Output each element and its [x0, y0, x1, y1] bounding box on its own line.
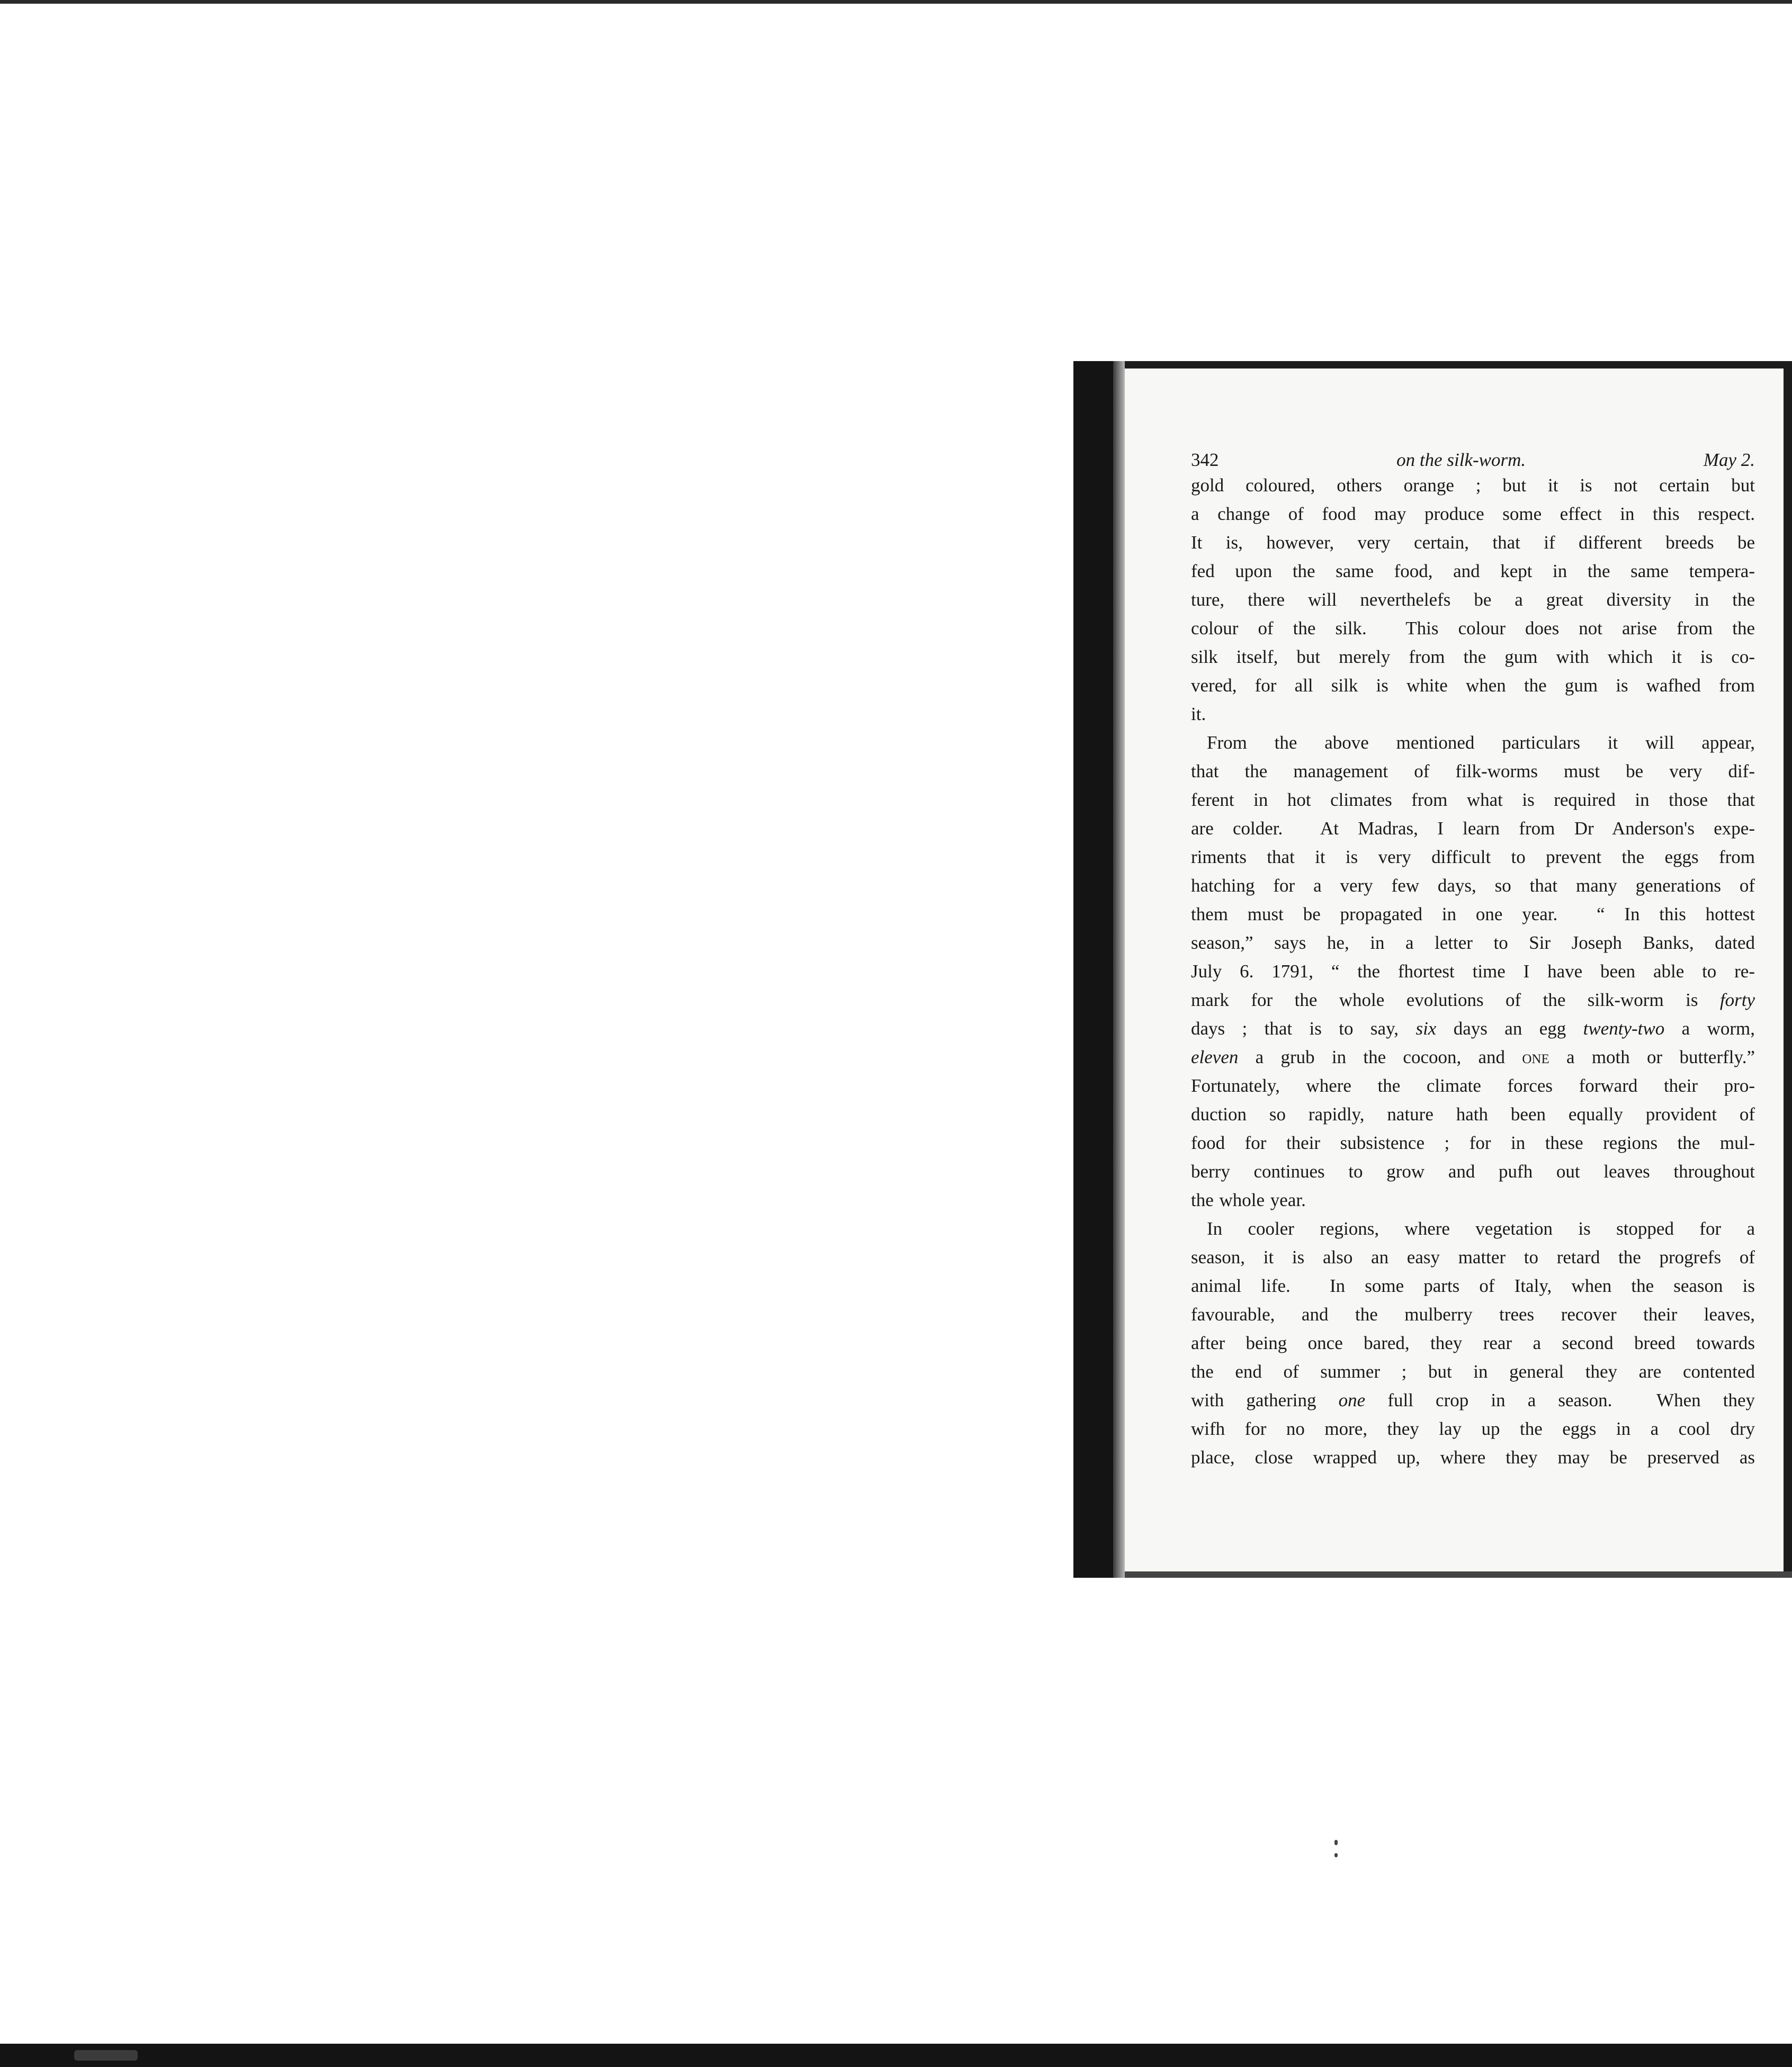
scan-top-edge	[0, 0, 1792, 4]
text-segment: it.	[1191, 704, 1206, 724]
text-segment: fed upon the same food, and kept in the same tempera-	[1191, 561, 1755, 581]
text-line	[1191, 1300, 1755, 1329]
text-segment: with gathering	[1191, 1390, 1339, 1410]
text-segment: wifh for no more, they lay up the eggs in a cool dry	[1191, 1418, 1755, 1439]
text-segment: a change of food may produce some effect in this respect.	[1191, 504, 1755, 524]
text-line	[1191, 757, 1755, 786]
page-text	[1191, 449, 1755, 1472]
text-line	[1191, 614, 1755, 643]
text-segment: season, it is also an easy matter to retard the progrefs of	[1191, 1247, 1755, 1268]
text-line	[1191, 1272, 1755, 1300]
text-segment: the whole year.	[1191, 1190, 1306, 1210]
scan-speck	[1334, 1853, 1338, 1857]
text-line	[1191, 1157, 1755, 1186]
text-line	[1191, 700, 1755, 729]
text-segment: ferent in hot climates from what is required in those that	[1191, 789, 1755, 810]
page-top-shadow	[1125, 361, 1792, 369]
text-segment: that the management of filk-worms must be very dif-	[1191, 761, 1755, 781]
text-line	[1191, 957, 1755, 986]
text-segment: colour of the silk. This colour does not arise from the	[1191, 618, 1755, 639]
body-text	[1191, 471, 1755, 1472]
page-number: 342	[1191, 450, 1219, 470]
text-segment: gold coloured, others orange ; but it is not certain but	[1191, 475, 1755, 496]
text-segment: six	[1415, 1018, 1437, 1039]
text-segment: the end of summer ; but in general they are contented	[1191, 1361, 1755, 1382]
text-line	[1191, 1100, 1755, 1129]
text-line	[1191, 1386, 1755, 1415]
book-spine-shadow	[1073, 361, 1113, 1578]
text-line	[1191, 557, 1755, 586]
text-segment: twenty-two	[1583, 1018, 1665, 1039]
text-line	[1191, 500, 1755, 528]
text-segment: July 6. 1791, “ the fhortest time I have been able to re-	[1191, 961, 1755, 982]
text-segment: It is, however, very certain, that if different breeds be	[1191, 532, 1755, 553]
text-line	[1191, 643, 1755, 671]
text-segment: ture, there will neverthelefs be a great diversity in the	[1191, 589, 1755, 610]
text-segment: a worm,	[1664, 1018, 1755, 1039]
text-segment: a moth or butterfly.”	[1549, 1047, 1755, 1067]
text-line	[1191, 528, 1755, 557]
text-line	[1191, 1243, 1755, 1272]
text-line	[1191, 1415, 1755, 1443]
scanned-page	[1073, 361, 1792, 1578]
text-segment: In cooler regions, where vegetation is stopped for a	[1207, 1218, 1755, 1239]
text-line	[1191, 586, 1755, 614]
text-segment: a grub in the cocoon, and	[1238, 1047, 1522, 1067]
text-segment: full crop in a season. When they	[1365, 1390, 1755, 1410]
text-segment: forty	[1719, 990, 1755, 1010]
text-segment: vered, for all silk is white when the gum is wafhed from	[1191, 675, 1755, 696]
text-line	[1191, 1186, 1755, 1215]
text-line	[1191, 471, 1755, 500]
text-line	[1191, 1129, 1755, 1157]
text-segment: silk itself, but merely from the gum with which it is co-	[1191, 646, 1755, 667]
text-line	[1191, 843, 1755, 871]
running-title: on the silk-worm.	[1396, 450, 1526, 470]
text-line	[1191, 1043, 1755, 1072]
text-line	[1191, 986, 1755, 1014]
text-segment: favourable, and the mulberry trees recover their leaves,	[1191, 1304, 1755, 1325]
text-line	[1191, 1329, 1755, 1358]
text-segment: eleven	[1191, 1047, 1239, 1067]
text-segment: food for their subsistence ; for in these regions the mul-	[1191, 1133, 1755, 1153]
running-head	[1191, 449, 1755, 471]
text-segment: From the above mentioned particulars it will appear,	[1207, 732, 1755, 753]
text-segment: duction so rapidly, nature hath been equally provident of	[1191, 1104, 1755, 1125]
page-bottom-shadow	[1125, 1571, 1792, 1578]
text-segment: are colder. At Madras, I learn from Dr Anderson's expe-	[1191, 818, 1755, 839]
text-line	[1191, 814, 1755, 843]
text-line	[1191, 929, 1755, 957]
text-line	[1191, 1443, 1755, 1472]
text-segment: hatching for a very few days, so that many generations of	[1191, 875, 1755, 896]
scan-bottom-edge	[0, 2044, 1792, 2067]
text-segment: mark for the whole evolutions of the silk-worm is	[1191, 990, 1720, 1010]
text-segment: after being once bared, they rear a second breed towards	[1191, 1333, 1755, 1353]
page-right-shadow	[1784, 361, 1792, 1578]
running-date: May 2.	[1703, 450, 1755, 470]
spine-gradient	[1113, 361, 1125, 1578]
text-segment: season,” says he, in a letter to Sir Joseph Banks, dated	[1191, 932, 1755, 953]
scan-speck	[1334, 1840, 1338, 1845]
text-segment: them must be propagated in one year. “ In this hottest	[1191, 904, 1755, 924]
scan-speck	[74, 2050, 138, 2061]
text-line	[1191, 1358, 1755, 1386]
text-segment: one	[1522, 1047, 1549, 1067]
text-line	[1191, 729, 1755, 757]
text-segment: riments that it is very difficult to prevent the eggs from	[1191, 847, 1755, 867]
text-segment: days an egg	[1436, 1018, 1583, 1039]
text-segment: Fortunately, where the climate forces forward their pro-	[1191, 1075, 1755, 1096]
text-segment: days ; that is to say,	[1191, 1018, 1416, 1039]
text-segment: place, close wrapped up, where they may be preserved as	[1191, 1447, 1755, 1468]
text-line	[1191, 1072, 1755, 1100]
text-line	[1191, 871, 1755, 900]
text-line	[1191, 900, 1755, 929]
text-segment: one	[1338, 1390, 1366, 1410]
text-line	[1191, 786, 1755, 814]
text-segment: animal life. In some parts of Italy, when the season is	[1191, 1275, 1755, 1296]
text-line	[1191, 1014, 1755, 1043]
text-line	[1191, 1215, 1755, 1243]
page-paper	[1125, 369, 1784, 1571]
text-line	[1191, 671, 1755, 700]
text-segment: berry continues to grow and pufh out leaves throughout	[1191, 1161, 1755, 1182]
